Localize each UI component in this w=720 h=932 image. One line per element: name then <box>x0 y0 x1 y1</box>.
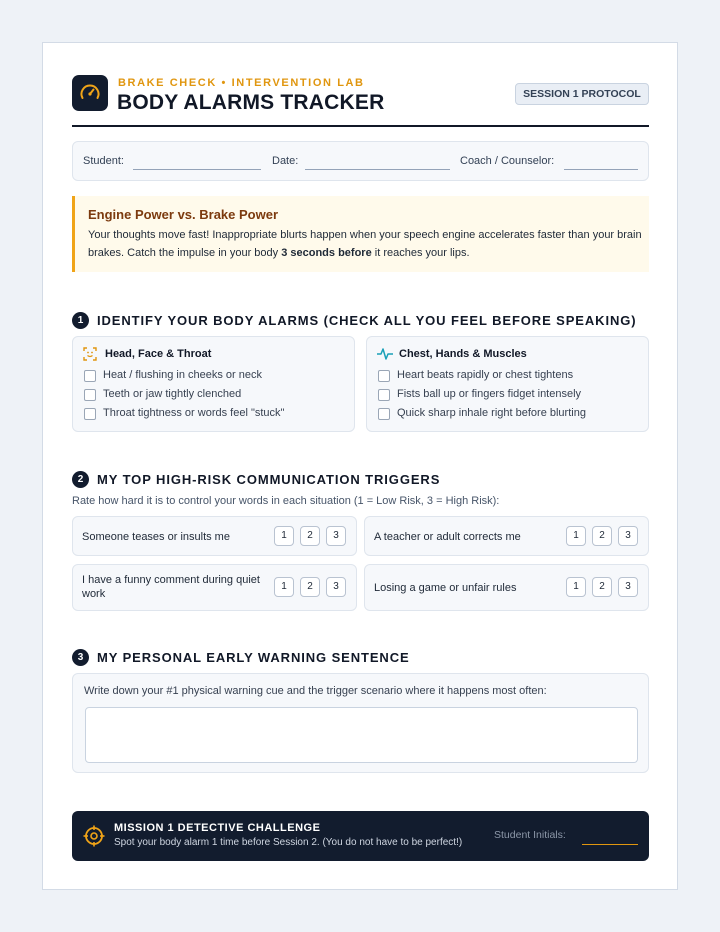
rating-button-3[interactable]: 3 <box>618 526 638 546</box>
checkbox[interactable] <box>378 408 390 420</box>
face-scan-icon <box>83 347 97 361</box>
student-info-row <box>72 141 649 181</box>
coach-label: Coach / Counselor: <box>460 155 555 167</box>
section-2-number: 2 <box>72 471 89 488</box>
rating-instructions: Rate how hard it is to control your words in each situation (1 = Low Risk, 3 = High Risk): <box>72 495 500 507</box>
rating-button-2[interactable]: 2 <box>592 577 612 597</box>
header-kicker: BRAKE CHECK • INTERVENTION LAB <box>118 77 365 89</box>
speedometer-icon <box>78 81 102 105</box>
student-initials-field[interactable] <box>582 844 638 845</box>
checkbox-label: Teeth or jaw tightly clenched <box>103 388 242 400</box>
callout-text-emphasis: 3 seconds before <box>281 247 372 259</box>
checkbox-label: Quick sharp inhale right before blurting <box>397 407 586 419</box>
header-divider <box>72 125 649 127</box>
checkbox-label: Heat / flushing in cheeks or neck <box>103 369 262 381</box>
trigger-card <box>364 564 649 611</box>
trigger-label: Someone teases or insults me <box>82 531 230 543</box>
body-alarm-card-chest <box>366 336 649 432</box>
body-alarm-card-head <box>72 336 355 432</box>
checkbox[interactable] <box>378 389 390 401</box>
page-title: BODY ALARMS TRACKER <box>117 91 385 114</box>
rating-button-3[interactable]: 3 <box>618 577 638 597</box>
heartbeat-icon <box>377 347 393 361</box>
callout-text-end: it reaches your lips. <box>371 247 470 259</box>
trigger-label: Losing a game or unfair rules <box>374 582 517 594</box>
date-field[interactable] <box>305 169 450 170</box>
rating-button-2[interactable]: 2 <box>300 526 320 546</box>
section-1-title: IDENTIFY YOUR BODY ALARMS (CHECK ALL YOU FEEL BEFORE SPEAKING) <box>97 313 637 328</box>
warning-sentence-input[interactable] <box>85 707 638 763</box>
mission-banner <box>72 811 649 861</box>
section-3-title: MY PERSONAL EARLY WARNING SENTENCE <box>97 650 410 665</box>
rating-button-3[interactable]: 3 <box>326 526 346 546</box>
card-heading: Chest, Hands & Muscles <box>399 348 527 360</box>
rating-button-1[interactable]: 1 <box>274 577 294 597</box>
section-1-number: 1 <box>72 312 89 329</box>
trigger-label: I have a funny comment during quiet work <box>82 574 260 600</box>
section-3-number: 3 <box>72 649 89 666</box>
rating-button-2[interactable]: 2 <box>592 526 612 546</box>
trigger-card <box>72 564 357 611</box>
coach-field[interactable] <box>564 169 638 170</box>
checkbox[interactable] <box>84 370 96 382</box>
section-2-title: MY TOP HIGH-RISK COMMUNICATION TRIGGERS <box>97 472 441 487</box>
date-label: Date: <box>272 155 299 167</box>
warning-sentence-prompt: Write down your #1 physical warning cue and the trigger scenario where it happens most often: <box>84 685 547 697</box>
rating-button-1[interactable]: 1 <box>566 577 586 597</box>
logo <box>72 75 108 111</box>
student-name-field[interactable] <box>133 169 261 170</box>
worksheet-page <box>42 42 678 890</box>
student-label: Student: <box>83 155 124 167</box>
checkbox[interactable] <box>378 370 390 382</box>
rating-button-1[interactable]: 1 <box>566 526 586 546</box>
trigger-label: A teacher or adult corrects me <box>374 531 521 543</box>
checkbox-label: Heart beats rapidly or chest tightens <box>397 369 574 381</box>
callout-text <box>88 226 643 262</box>
checkbox-label: Fists ball up or fingers fidget intensely <box>397 388 582 400</box>
callout-title: Engine Power vs. Brake Power <box>88 207 279 222</box>
checkbox[interactable] <box>84 389 96 401</box>
session-badge: SESSION 1 PROTOCOL <box>515 83 649 105</box>
rating-button-3[interactable]: 3 <box>326 577 346 597</box>
checkbox-label: Throat tightness or words feel "stuck" <box>103 407 285 419</box>
rating-button-2[interactable]: 2 <box>300 577 320 597</box>
trigger-card <box>72 516 357 556</box>
warning-sentence-card <box>72 673 649 773</box>
checkbox[interactable] <box>84 408 96 420</box>
info-callout <box>72 196 649 272</box>
mission-subtitle: Spot your body alarm 1 time before Session 2. (You do not have to be perfect!) <box>114 837 463 848</box>
rating-button-1[interactable]: 1 <box>274 526 294 546</box>
student-initials-label: Student Initials: <box>494 829 566 841</box>
mission-title: MISSION 1 DETECTIVE CHALLENGE <box>114 822 321 834</box>
callout-text-intro: Your thoughts move fast! Inappropriate blurts happen when your speech engine accelerates faster than your brain brakes. Catch the impulse in your body <box>88 229 642 259</box>
target-icon <box>83 825 105 847</box>
card-heading: Head, Face & Throat <box>105 348 212 360</box>
trigger-card <box>364 516 649 556</box>
